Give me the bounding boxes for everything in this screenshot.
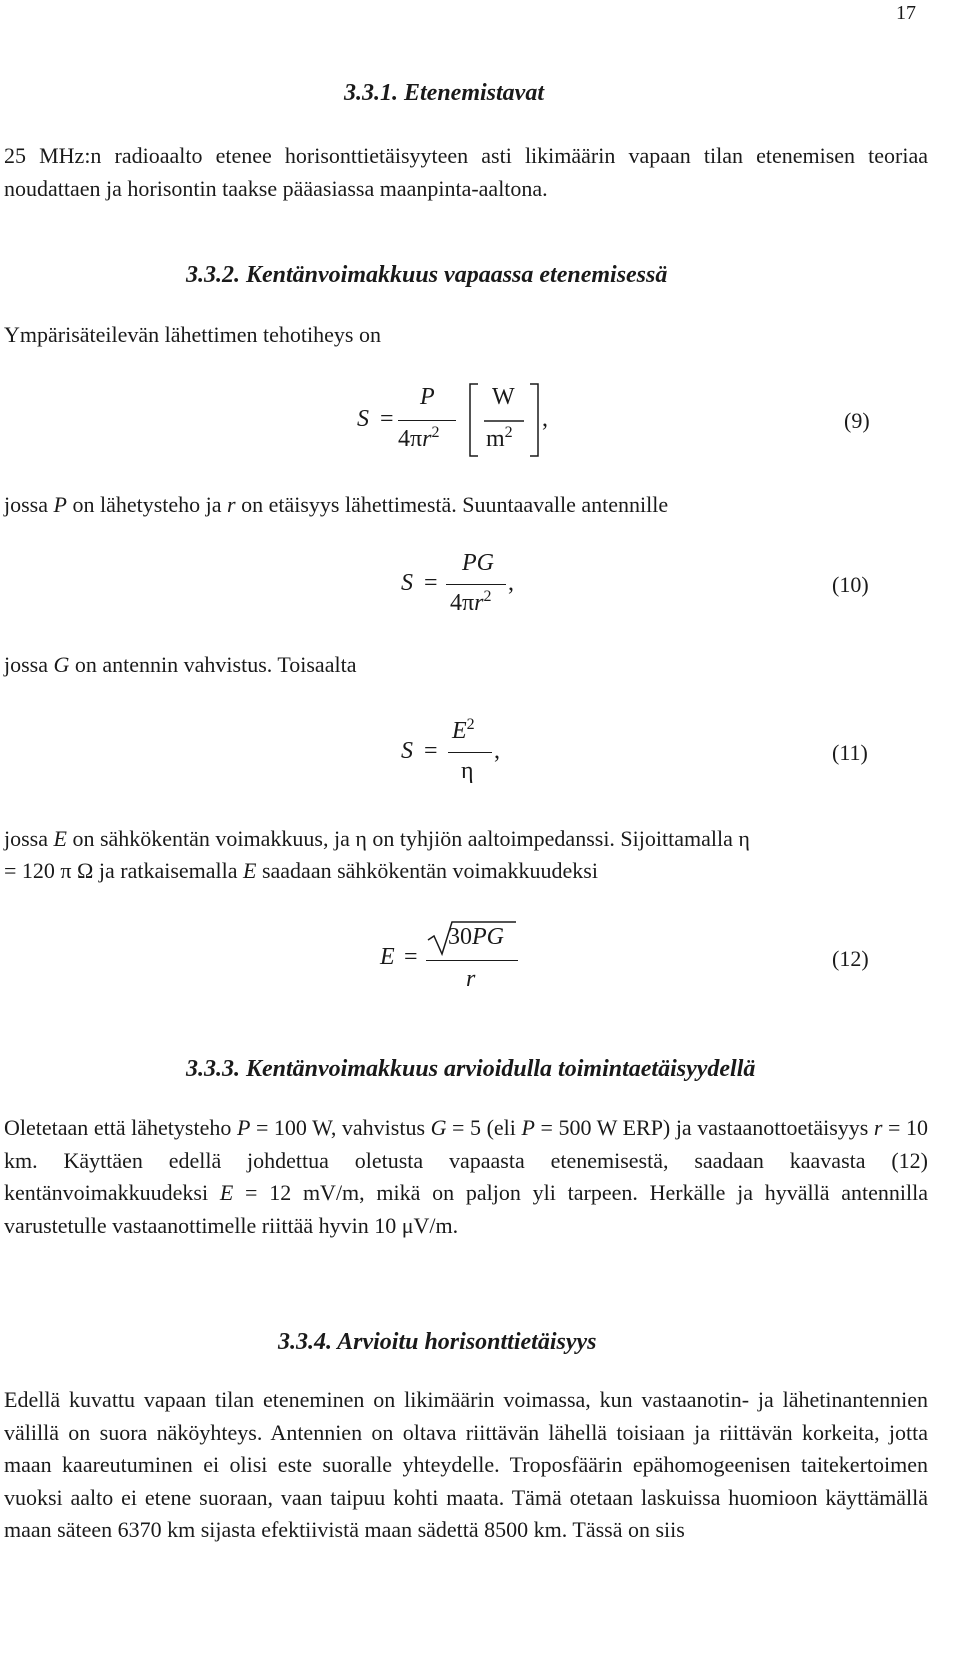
- section-332-after-eq11-line1: [4, 826, 750, 852]
- eq12-number: (12): [832, 946, 869, 971]
- inline-variable: G: [430, 1115, 447, 1140]
- eq10-den-exp: 2: [483, 588, 492, 605]
- equation-9: [0, 380, 960, 470]
- inline-variable: P: [53, 492, 67, 517]
- inline-variable: G: [53, 652, 70, 677]
- eq11-num-var: E: [452, 718, 467, 744]
- eq10-den-coef: 4π: [450, 590, 475, 616]
- eq10-equals: =: [424, 570, 438, 596]
- eq9-fraction-bar: [398, 420, 456, 421]
- text-run: = 10 km. Käyttäen edellä johdettua oletusta vapaasta etenemisestä, saadaan kaavasta (12) kentänvoimakkuudeksi: [4, 1115, 929, 1205]
- equation-11: [0, 712, 960, 792]
- page-number: 17: [896, 2, 916, 24]
- text-run: jossa: [4, 652, 54, 677]
- eq9-numerator: P: [420, 384, 435, 410]
- text-run: on lähetysteho ja: [66, 492, 228, 517]
- eq12-fraction-bar: [426, 960, 518, 961]
- eq9-number: (9): [844, 408, 870, 433]
- text-run: = 100 W, vahvistus: [250, 1115, 431, 1140]
- text-run: on antennin vahvistus. Toisaalta: [69, 652, 357, 677]
- section-331-paragraph: 25 MHz:n radioaalto etenee horisonttietäisyyteen asti likimäärin vapaan tilan etenemisen teoriaa noudattaen ja horisontin taakse pääasiassa maanpinta-aaltona.: [4, 143, 928, 201]
- text-run: = 120 π Ω ja ratkaisemalla: [4, 858, 244, 883]
- eq11-denominator: η: [461, 758, 474, 784]
- inline-variable: E: [53, 826, 67, 851]
- section-heading-334: 3.3.4. Arvioitu horisonttietäisyys: [278, 1329, 597, 1355]
- eq12-equals: =: [404, 944, 418, 970]
- inline-variable: P: [521, 1115, 535, 1140]
- text-run: = 12 mV/m, mikä on paljon yli tarpeen. Herkälle ja hyvällä antennilla varustetulle vastaanottimelle riittää hyvin 10 μV/m.: [4, 1180, 928, 1238]
- eq9-unit-exp: 2: [504, 424, 513, 441]
- section-332-after-eq10: [4, 652, 356, 678]
- eq11-fraction-bar: [448, 752, 492, 753]
- text-run: Oletetaan että lähetysteho: [4, 1115, 237, 1140]
- eq10-fraction-bar: [446, 584, 506, 585]
- eq12-rad-coef: 30: [448, 924, 472, 950]
- eq12-denominator: r: [466, 966, 476, 992]
- section-332-intro: Ympärisäteilevän lähettimen tehotiheys on: [4, 322, 381, 347]
- eq10-number: (10): [832, 572, 869, 597]
- eq11-number: (11): [832, 740, 868, 765]
- eq12-lhs: E: [380, 944, 395, 970]
- eq9-unit-numerator: W: [492, 384, 515, 410]
- eq10-numerator: PG: [462, 550, 494, 576]
- text-run: saadaan sähkökentän voimakkuudeksi: [256, 858, 598, 883]
- text-run: on sähkökentän voimakkuus, ja η on tyhjiön aaltoimpedanssi. Sijoittamalla η: [66, 826, 750, 851]
- eq11-comma: ,: [494, 738, 500, 764]
- eq9-equals: =: [380, 406, 394, 432]
- text-run: = 500 W ERP) ja vastaanottoetäisyys: [534, 1115, 874, 1140]
- section-332-after-eq9: [4, 492, 668, 518]
- inline-variable: r: [873, 1115, 883, 1140]
- text-run: jossa: [4, 826, 54, 851]
- section-333-paragraph: [4, 1112, 928, 1242]
- section-heading-331: 3.3.1. Etenemistavat: [344, 80, 544, 106]
- eq10-den-var: r: [474, 590, 484, 616]
- eq10-lhs: S: [401, 570, 413, 596]
- eq9-den-coef: 4π: [398, 426, 423, 452]
- section-heading-333: 3.3.3. Kentänvoimakkuus arvioidulla toimintaetäisyydellä: [186, 1056, 756, 1082]
- equation-12: [0, 916, 960, 1006]
- eq12-rad-var: PG: [472, 924, 504, 950]
- eq9-unit-denominator: m: [486, 426, 505, 452]
- inline-variable: E: [243, 858, 257, 883]
- eq11-equals: =: [424, 738, 438, 764]
- section-332-after-eq11-line2: [4, 858, 598, 884]
- section-heading-332: 3.3.2. Kentänvoimakkuus vapaassa etenemisessä: [186, 262, 668, 288]
- eq11-lhs: S: [401, 738, 413, 764]
- inline-variable: r: [227, 492, 236, 517]
- equation-10: [0, 548, 960, 628]
- eq10-comma: ,: [508, 570, 514, 596]
- text-run: = 5 (eli: [446, 1115, 522, 1140]
- inline-variable: P: [236, 1115, 251, 1140]
- section-334-paragraph: Edellä kuvattu vapaan tilan eteneminen on likimäärin voimassa, kun vastaanotin- ja lähetinantennien välillä on suora näköyhteys. Antennien on oltava riittävän lähellä toisiaan ja riittävän korkeita, jotta maan kaareutuminen ei olisi este suoralle yhteydelle. Troposfäärin epähomogeenisen taitekertoimen vuoksi aalto ei etene suoraan, vaan taipuu kohti maata. Tämä otetaan laskuissa huomioon käyttämällä maan säteen 6370 km sijasta efektiivistä maan sädettä 8500 km. Tässä on siis: [4, 1387, 928, 1542]
- eq9-comma: ,: [542, 406, 548, 432]
- eq9-lhs: S: [357, 406, 369, 432]
- eq9-den-exp: 2: [431, 424, 440, 441]
- eq11-num-exp: 2: [466, 716, 475, 733]
- eq9-den-var: r: [422, 426, 432, 452]
- text-run: on etäisyys lähettimestä. Suuntaavalle antennille: [235, 492, 669, 517]
- inline-variable: E: [219, 1180, 234, 1205]
- text-run: jossa: [4, 492, 54, 517]
